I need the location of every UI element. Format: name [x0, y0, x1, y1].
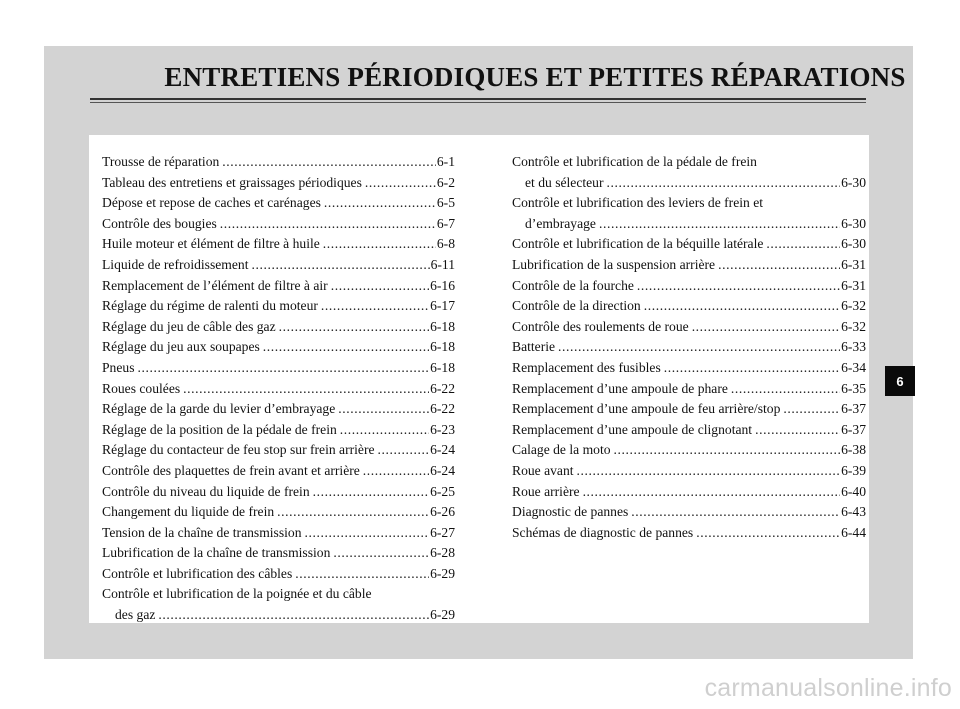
- toc-dot-leader: [755, 420, 840, 441]
- toc-entry-title: Calage de la moto: [512, 442, 611, 458]
- toc-dot-leader: [313, 482, 429, 503]
- toc-dot-leader: [279, 317, 429, 338]
- toc-entry-page: 6-18: [430, 359, 455, 375]
- toc-entry-page: 6-28: [430, 545, 455, 561]
- toc-entry[interactable]: [102, 214, 455, 235]
- toc-entry-title: Réglage du régime de ralenti du moteur: [102, 298, 318, 314]
- toc-entry[interactable]: [512, 440, 866, 461]
- toc-dot-leader: [338, 399, 429, 420]
- toc-entry-page: 6-24: [430, 462, 455, 478]
- toc-entry-title: et du sélecteur: [525, 174, 604, 190]
- toc-entry-title: Tableau des entretiens et graissages périodiques: [102, 174, 362, 190]
- toc-column-right: [512, 152, 866, 543]
- toc-dot-leader: [137, 358, 429, 379]
- toc-entry-title: Réglage de la position de la pédale de frein: [102, 421, 337, 437]
- toc-entry[interactable]: [102, 523, 455, 544]
- toc-entry[interactable]: [102, 276, 455, 297]
- toc-entry[interactable]: [102, 193, 455, 214]
- toc-entry[interactable]: [512, 173, 866, 194]
- toc-dot-leader: [263, 337, 429, 358]
- toc-dot-leader: [599, 214, 840, 235]
- toc-entry-title: Contrôle et lubrification des câbles: [102, 565, 293, 581]
- toc-dot-leader: [222, 152, 436, 173]
- toc-dot-leader: [631, 502, 840, 523]
- toc-dot-leader: [295, 564, 429, 585]
- toc-entry[interactable]: [512, 523, 866, 544]
- toc-dot-leader: [277, 502, 429, 523]
- toc-entry[interactable]: [102, 317, 455, 338]
- toc-entry-title: Contrôle de la direction: [512, 298, 641, 314]
- toc-entry-title: Trousse de réparation: [102, 154, 220, 169]
- toc-entry-page: 6-8: [436, 236, 455, 252]
- toc-entry[interactable]: [102, 461, 455, 482]
- toc-dot-leader: [766, 234, 840, 255]
- toc-dot-leader: [220, 214, 436, 235]
- toc-entry-page: 6-16: [430, 277, 455, 293]
- toc-dot-leader: [365, 173, 436, 194]
- toc-entry-title: Diagnostic de pannes: [512, 504, 629, 520]
- toc-entry-title: Réglage du jeu de câble des gaz: [102, 318, 276, 334]
- toc-entry-title: Batterie: [512, 339, 556, 355]
- toc-entry-page: 6-22: [430, 380, 455, 396]
- toc-entry-page: 6-38: [841, 442, 866, 458]
- toc-dot-leader: [783, 399, 840, 420]
- toc-entry[interactable]: [102, 543, 455, 564]
- toc-entry-title: Remplacement d’une ampoule de feu arrière/stop: [512, 401, 781, 417]
- toc-entry-page: 6-37: [841, 401, 866, 417]
- title-rule-thin: [90, 102, 866, 103]
- toc-entry-page: 6-40: [841, 483, 866, 499]
- toc-entry-title: Remplacement des fusibles: [512, 359, 661, 375]
- toc-entry-page: 6-18: [430, 318, 455, 334]
- toc-column-left: [102, 152, 455, 626]
- toc-entry-title: Huile moteur et élément de filtre à huile: [102, 236, 320, 252]
- toc-entry[interactable]: [512, 399, 866, 420]
- toc-entry[interactable]: [102, 379, 455, 400]
- toc-entry-page: 6-39: [841, 462, 866, 478]
- toc-entry-page: 6-33: [841, 339, 866, 355]
- table-of-contents: [89, 135, 869, 623]
- toc-entry-title: Contrôle et lubrification de la béquille latérale: [512, 236, 764, 252]
- toc-dot-leader: [324, 193, 436, 214]
- watermark: carmanualsonline.info: [704, 674, 952, 702]
- toc-entry-page: 6-34: [841, 359, 866, 375]
- toc-entry[interactable]: [102, 234, 455, 255]
- toc-entry-title: Roue arrière: [512, 483, 580, 499]
- toc-entry[interactable]: [512, 482, 866, 503]
- toc-entry-title: Changement du liquide de frein: [102, 504, 275, 520]
- toc-dot-leader: [331, 276, 429, 297]
- toc-entry[interactable]: [102, 152, 455, 173]
- toc-entry-title: Lubrification de la chaîne de transmission: [102, 545, 331, 561]
- toc-entry-heading: Contrôle et lubrification des leviers de frein et: [512, 195, 764, 211]
- toc-entry-page: 6-44: [841, 524, 866, 540]
- page-title: ENTRETIENS PÉRIODIQUES ET PETITES RÉPARATIONS: [164, 62, 906, 92]
- toc-entry-page: 6-25: [430, 483, 455, 499]
- toc-entry-title: Contrôle de la fourche: [512, 277, 634, 293]
- toc-entry-title: des gaz: [115, 607, 156, 623]
- toc-entry[interactable]: [102, 440, 455, 461]
- toc-entry-title: Roue avant: [512, 462, 574, 478]
- toc-entry-page: 6-29: [430, 565, 455, 581]
- toc-entry-title: Roues coulées: [102, 380, 181, 396]
- toc-entry[interactable]: [512, 296, 866, 317]
- toc-dot-leader: [607, 173, 841, 194]
- toc-entry-page: 6-17: [430, 298, 455, 314]
- toc-entry-page: 6-37: [841, 421, 866, 437]
- toc-entry[interactable]: [512, 337, 866, 358]
- toc-entry-title: d’embrayage: [525, 215, 596, 231]
- toc-dot-leader: [718, 255, 840, 276]
- title-rule-thick: [90, 98, 866, 100]
- chapter-tab[interactable]: 6: [885, 366, 915, 396]
- toc-entry-page: 6-32: [841, 318, 866, 334]
- toc-entry-title: Contrôle des roulements de roue: [512, 318, 689, 334]
- toc-entry-page: 6-22: [430, 401, 455, 417]
- toc-dot-leader: [321, 296, 429, 317]
- toc-entry[interactable]: [102, 173, 455, 194]
- toc-entry-title: Schémas de diagnostic de pannes: [512, 524, 694, 540]
- toc-entry[interactable]: [102, 358, 455, 379]
- toc-entry-page: 6-2: [436, 174, 455, 190]
- toc-entry[interactable]: [512, 358, 866, 379]
- toc-entry-page: 6-29: [430, 607, 455, 623]
- toc-entry-page: 6-32: [841, 298, 866, 314]
- toc-entry[interactable]: [102, 255, 455, 276]
- toc-dot-leader: [664, 358, 840, 379]
- toc-entry[interactable]: [512, 234, 866, 255]
- toc-entry[interactable]: [102, 337, 455, 358]
- toc-entry-page: 6-11: [430, 256, 455, 272]
- toc-entry[interactable]: [102, 605, 455, 626]
- toc-entry-title: Contrôle des plaquettes de frein avant et arrière: [102, 462, 360, 478]
- toc-entry-page: 6-26: [430, 504, 455, 520]
- toc-dot-leader: [583, 482, 841, 503]
- toc-entry-title: Remplacement de l’élément de filtre à air: [102, 277, 328, 293]
- toc-entry-page: 6-43: [841, 504, 866, 520]
- toc-entry-page: 6-1: [436, 154, 455, 169]
- toc-entry-page: 6-35: [841, 380, 866, 396]
- toc-entry[interactable]: [512, 214, 866, 235]
- toc-entry-page: 6-30: [841, 236, 866, 252]
- toc-entry[interactable]: [102, 564, 455, 585]
- toc-entry-title: Dépose et repose de caches et carénages: [102, 195, 321, 211]
- toc-entry[interactable]: [102, 482, 455, 503]
- toc-entry-page: 6-30: [841, 174, 866, 190]
- toc-entry[interactable]: [102, 399, 455, 420]
- toc-entry-title: Réglage du contacteur de feu stop sur frein arrière: [102, 442, 375, 458]
- toc-entry-page: 6-27: [430, 524, 455, 540]
- toc-dot-leader: [644, 296, 840, 317]
- toc-entry-title: Liquide de refroidissement: [102, 256, 249, 272]
- toc-entry[interactable]: [512, 461, 866, 482]
- toc-entry-page: 6-31: [841, 277, 866, 293]
- toc-dot-leader: [637, 276, 840, 297]
- toc-entry[interactable]: [512, 502, 866, 523]
- toc-dot-leader: [696, 523, 840, 544]
- toc-entry-title: Contrôle des bougies: [102, 215, 217, 231]
- toc-dot-leader: [577, 461, 841, 482]
- toc-dot-leader: [363, 461, 429, 482]
- toc-dot-leader: [333, 543, 429, 564]
- toc-entry-page: 6-30: [841, 215, 866, 231]
- toc-entry-title: Remplacement d’une ampoule de clignotant: [512, 421, 753, 437]
- toc-dot-leader: [378, 440, 430, 461]
- toc-entry[interactable]: [512, 255, 866, 276]
- toc-entry-title: Contrôle du niveau du liquide de frein: [102, 483, 310, 499]
- toc-entry-title: Remplacement d’une ampoule de phare: [512, 380, 728, 396]
- toc-entry-title: Réglage de la garde du levier d’embrayage: [102, 401, 336, 417]
- toc-dot-leader: [251, 255, 429, 276]
- toc-entry-page: 6-23: [430, 421, 455, 437]
- toc-entry[interactable]: [512, 317, 866, 338]
- toc-entry-heading: Contrôle et lubrification de la poignée et du câble: [102, 586, 372, 602]
- toc-entry-page: 6-18: [430, 339, 455, 355]
- toc-entry-title: Pneus: [102, 359, 135, 375]
- toc-dot-leader: [614, 440, 841, 461]
- toc-entry-page: 6-31: [841, 256, 866, 272]
- toc-dot-leader: [158, 605, 429, 626]
- toc-entry-page: 6-5: [436, 195, 455, 211]
- toc-entry-page: 6-24: [430, 442, 455, 458]
- toc-entry[interactable]: [512, 420, 866, 441]
- toc-dot-leader: [305, 523, 430, 544]
- toc-entry[interactable]: [102, 420, 455, 441]
- toc-entry-heading: Contrôle et lubrification de la pédale de frein: [512, 154, 757, 169]
- toc-entry[interactable]: [512, 379, 866, 400]
- toc-entry-title: Tension de la chaîne de transmission: [102, 524, 302, 540]
- toc-dot-leader: [340, 420, 429, 441]
- toc-entry[interactable]: [512, 276, 866, 297]
- toc-dot-leader: [323, 234, 436, 255]
- toc-dot-leader: [558, 337, 840, 358]
- toc-dot-leader: [692, 317, 840, 338]
- toc-entry[interactable]: [102, 502, 455, 523]
- toc-entry-page: 6-7: [436, 215, 455, 231]
- toc-entry[interactable]: [102, 296, 455, 317]
- toc-dot-leader: [731, 379, 840, 400]
- toc-entry-title: Réglage du jeu aux soupapes: [102, 339, 260, 355]
- toc-entry-title: Lubrification de la suspension arrière: [512, 256, 716, 272]
- toc-dot-leader: [183, 379, 429, 400]
